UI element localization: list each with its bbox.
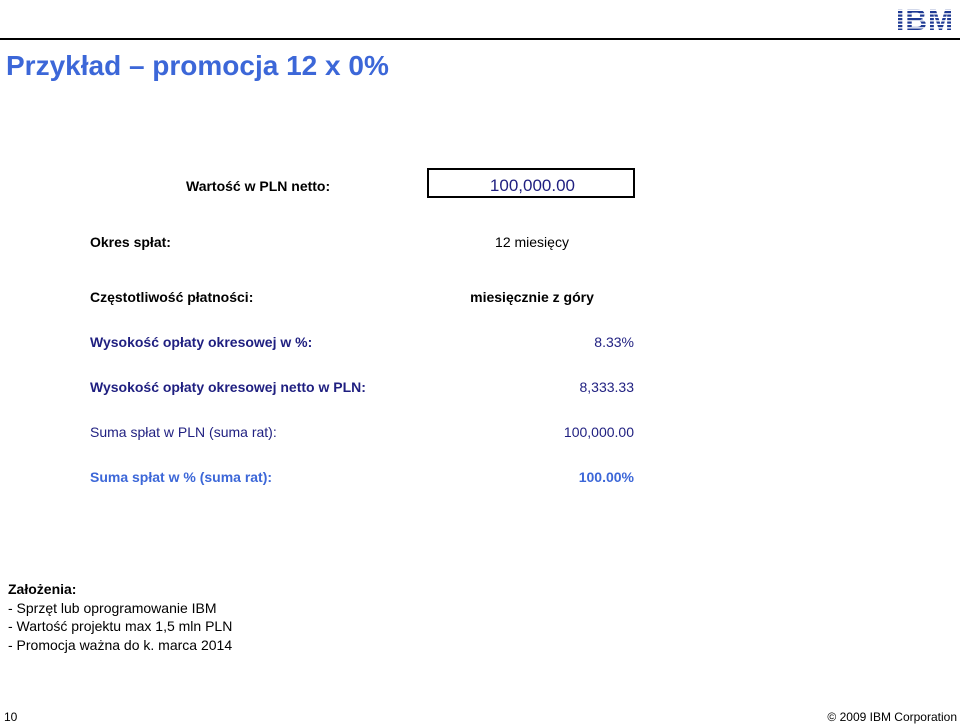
net-value-input[interactable] [427, 168, 635, 198]
frequency-value: miesięcznie z góry [470, 289, 594, 305]
copyright: © 2009 IBM Corporation [827, 710, 957, 724]
ibm-logo-text: IBM [896, 4, 954, 32]
fee-net-value: 8,333.33 [579, 379, 634, 395]
net-value-amount: 100,000.00 [489, 176, 575, 195]
page-number: 10 [4, 710, 18, 724]
header-divider [0, 38, 960, 40]
total-pln-label: Suma spłat w PLN (suma rat): [90, 424, 277, 440]
total-percent-value: 100.00% [578, 469, 634, 485]
assumptions-block [8, 580, 232, 654]
assumption-item: - Sprzęt lub oprogramowanie IBM [8, 599, 217, 616]
net-value-label: Wartość w PLN netto: [186, 178, 331, 194]
ibm-logo-icon [892, 4, 958, 32]
assumption-item: - Wartość projektu max 1,5 mln PLN [8, 618, 233, 634]
fee-percent-value: 8.33% [594, 334, 634, 350]
term-label: Okres spłat: [90, 234, 171, 250]
fee-net-label: Wysokość opłaty okresowej netto w PLN: [90, 379, 366, 395]
fee-percent-label: Wysokość opłaty okresowej w %: [90, 334, 313, 350]
page-title: Przykład – promocja 12 x 0% [6, 50, 389, 81]
total-pln-value: 100,000.00 [563, 424, 634, 440]
assumption-item: - Promocja ważna do k. marca 2014 [8, 636, 233, 653]
term-value: 12 miesięcy [495, 234, 569, 250]
assumptions-heading: Założenia: [8, 581, 77, 597]
frequency-label: Częstotliwość płatności: [90, 289, 254, 305]
total-percent-label: Suma spłat w % (suma rat): [90, 469, 273, 485]
